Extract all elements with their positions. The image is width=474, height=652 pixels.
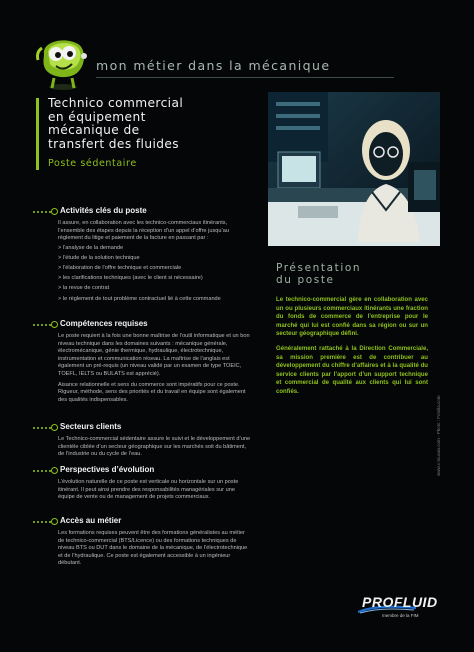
presentation-title <box>276 262 361 286</box>
section-body <box>58 220 252 304</box>
section-competences <box>32 320 252 404</box>
job-subtitle: Poste sédentaire <box>48 158 137 169</box>
dotted-bullet-icon <box>32 324 52 326</box>
section-body <box>58 436 252 459</box>
section-body <box>58 333 252 404</box>
presentation-paragraph: Le technico-commercial gère en collaboration avec un ou plusieurs commerciaux itinérants une fraction du fonds de commerce de l’entreprise pour le marché qui lui est confié dans sa région ou sur un secteur géographique défini. <box>276 297 428 338</box>
section-header <box>32 517 252 527</box>
title-accent-bar <box>36 98 39 170</box>
dotted-bullet-icon <box>32 211 52 213</box>
job-title-line: transfert des fluides <box>48 136 180 151</box>
ring-bullet-icon <box>51 208 58 215</box>
job-title-line: en équipement <box>48 109 146 124</box>
activities-list <box>58 243 252 304</box>
dotted-bullet-icon <box>32 470 52 472</box>
presentation-paragraph: Généralement rattaché à la Direction Commerciale, sa mission première est de contribuer au développement du chiffre d’affaires et à la qualité du service clients par l’apport d’un support technique et commercial de qualité aux clients qui lui sont confiés. <box>276 345 428 395</box>
section-title: Accès au métier <box>60 516 122 525</box>
dotted-bullet-icon <box>32 521 52 523</box>
section-body <box>58 479 252 502</box>
section-header <box>32 466 252 476</box>
section-paragraph: Les formations requises peuvent être des formations généralistes au métier de technico-commercial (BTS/Licence) ou des formations techniques de niveau BTS ou DUT dans le domaine de la mécanique, de l’électrotechnique et de l’hydraulique. Ce poste est également accessible à un ingénieur débutant. <box>58 530 248 567</box>
ring-bullet-icon <box>51 467 58 474</box>
section-title: Activités clés du poste <box>60 206 147 215</box>
section-title: Compétences requises <box>60 319 148 328</box>
brand-tagline: membre de la FIM <box>382 613 419 618</box>
presentation-text <box>276 296 428 403</box>
section-header <box>32 207 252 217</box>
section-body <box>58 530 252 568</box>
header-title: mon métier dans la mécanique <box>96 58 331 73</box>
job-title-line: mécanique de <box>48 123 140 138</box>
brand-logo <box>358 594 450 626</box>
section-paragraph: Le Technico-commercial sédentaire assure le suivi et le développement d’une clientèle ciblée d’un secteur géographique sur les marchés soit du bâtiment, de l’industrie ou du cycle de l’eau. <box>58 436 251 458</box>
list-item: > le règlement de tout problème contractuel lié à cette commande <box>58 295 221 302</box>
dotted-bullet-icon <box>32 427 52 429</box>
list-item: > l’étude de la solution technique <box>58 254 140 261</box>
ring-bullet-icon <box>51 518 58 525</box>
section-activites <box>32 207 252 304</box>
section-paragraph: Aisance relationnelle et sens du commerce sont impératifs pour ce poste. Rigueur, méthode, sens des priorités et du travail en équipe sont également des qualités indispensables. <box>58 381 246 403</box>
section-title: Perspectives d’évolution <box>60 465 155 474</box>
job-title <box>48 97 263 151</box>
section-title: Secteurs clients <box>60 422 122 431</box>
job-title-line: Technico commercial <box>48 96 184 110</box>
section-secteurs <box>32 423 252 459</box>
brand-name: PROFLUID <box>362 594 438 610</box>
section-paragraph: L’évolution naturelle de ce poste est verticale ou horizontale sur un poste itinérant. Il peut ainsi prendre des responsabilités managériales sur une équipe de vente ou de management de projets commerciaux. <box>58 479 239 501</box>
section-header <box>32 320 252 330</box>
section-paragraph: Le poste requiert à la fois une bonne maîtrise de l’outil informatique et un bon niveau technique dans les domaines suivants : mécanique générale, électromécanique, génie thermique, hydraulique, électrotechnique, instrumentation et communication réseau. La maîtrise de l’anglais est également un pré-requis (un niveau validé par un examen de type TOEIC, TOEFL, IELTS ou BULATS est apprécié). <box>58 333 250 377</box>
list-item: > l’élaboration de l’offre technique et commerciale <box>58 265 182 272</box>
mascot-logo-icon <box>34 34 92 92</box>
ring-bullet-icon <box>51 424 58 431</box>
header-divider <box>96 77 394 78</box>
photo-credit: www.c-toucan.com - Photo : Fotolia.com <box>436 395 441 476</box>
section-acces <box>32 517 252 568</box>
office-worker-photo <box>268 92 440 246</box>
list-item: > la revue de contrat <box>58 285 110 292</box>
presentation-title-line: Présentation <box>276 262 362 274</box>
section-header <box>32 423 252 433</box>
presentation-title-line: du poste <box>276 274 335 286</box>
section-perspectives <box>32 466 252 502</box>
list-item: > les clarifications techniques (avec le client si nécessaire) <box>58 275 203 282</box>
list-item: > l’analyse de la demande <box>58 244 124 251</box>
ring-bullet-icon <box>51 321 58 328</box>
section-intro: Il assure, en collaboration avec les technico-commerciaux itinérants, l’ensemble des étapes depuis la réception d’un appel d’offre jusqu’au règlement du litige et paiement de la facture en passant par : <box>58 220 229 242</box>
